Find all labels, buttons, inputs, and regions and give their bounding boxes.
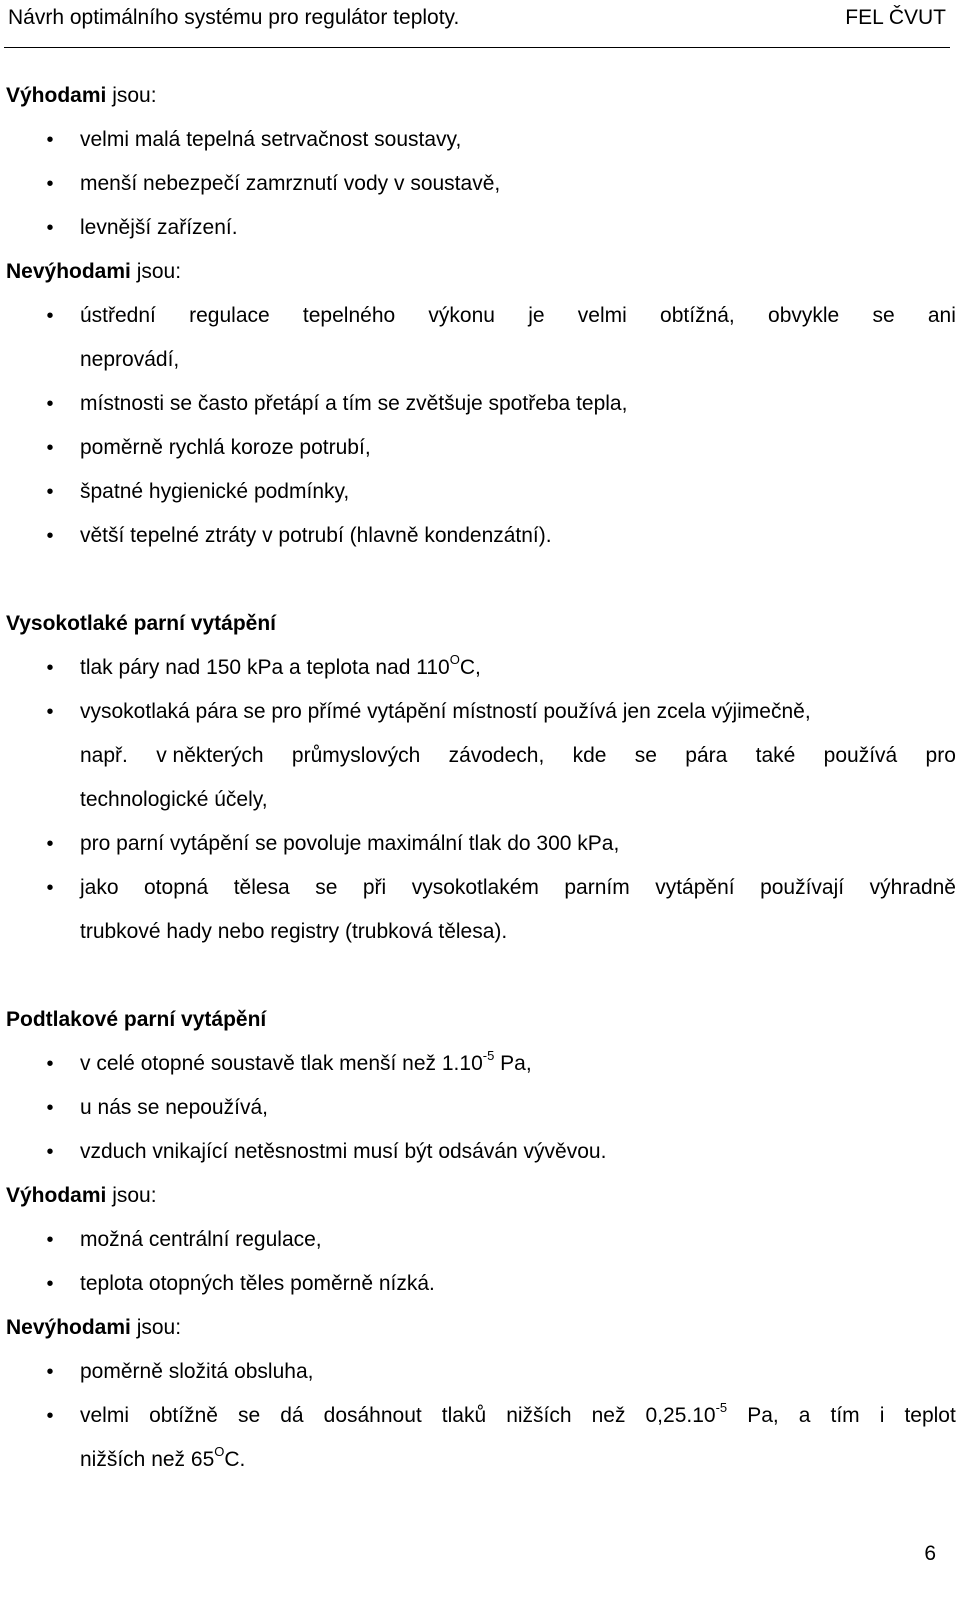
list-item <box>6 1394 956 1438</box>
bullet-icon: • <box>46 305 54 327</box>
advantages-label: Výhodami <box>6 1184 107 1207</box>
list-item: • vzduch vnikající netěsnostmi musí být odsáván vývěvou. <box>6 1130 956 1174</box>
disadvantages-intro: Nevýhodami jsou: <box>6 260 182 283</box>
bullet-icon: • <box>46 1361 54 1383</box>
list-item-continuation <box>6 734 956 778</box>
advantages-intro: Výhodami jsou: <box>6 1184 157 1207</box>
bullet-icon: • <box>46 701 54 723</box>
bullet-icon: • <box>46 217 54 239</box>
spacer <box>6 954 956 998</box>
list-item: • teplota otopných těles poměrně nízká. <box>6 1262 956 1306</box>
page-header <box>8 4 946 32</box>
section-heading-high-pressure: Vysokotlaké parní vytápění <box>6 612 276 635</box>
list-item: • v celé otopné soustavě tlak menší než $1.10^{-5}$ Pa, <box>6 1042 956 1086</box>
list-item: • větší tepelné ztráty v potrubí (hlavně kondenzátní). <box>6 514 956 558</box>
list-item: • místnosti se často přetápí a tím se zvětšuje spotřeba tepla, <box>6 382 956 426</box>
document-body <box>6 74 956 1482</box>
list-item: • vysokotlaká pára se pro přímé vytápění místností používá jen zcela výjimečně, <box>6 690 956 734</box>
bullet-icon: • <box>46 525 54 547</box>
list-item: • menší nebezpečí zamrznutí vody v soustavě, <box>6 162 956 206</box>
bullet-icon: • <box>46 1273 54 1295</box>
list-item: • tlak páry nad 150 kPa a teplota nad $110^OC$, <box>6 646 956 690</box>
list-item: • poměrně rychlá koroze potrubí, <box>6 426 956 470</box>
list-item-continuation: technologické účely, <box>80 788 268 811</box>
spacer <box>6 558 956 602</box>
list-item: • špatné hygienické podmínky, <box>6 470 956 514</box>
justified-line: např. v některých průmyslových závodech, kde se pára také používá pro <box>80 744 956 767</box>
list-item: • pro parní vytápění se povoluje maximální tlak do 300 kPa, <box>6 822 956 866</box>
bullet-icon: • <box>46 1229 54 1251</box>
bullet-icon: • <box>46 1405 54 1427</box>
justified-line: velmi obtížně se dá dosáhnout tlaků nižších než $0,25.10^{-5}$ Pa, a tím i teplot <box>80 1400 956 1427</box>
bullet-icon: • <box>46 129 54 151</box>
bullet-icon: • <box>46 833 54 855</box>
list-item <box>6 294 956 338</box>
list-item-continuation: nižších než $65^OC$. <box>80 1444 246 1471</box>
list-item-continuation: trubkové hady nebo registry (trubková tělesa). <box>80 920 508 943</box>
list-item-continuation: neprovádí, <box>80 348 180 371</box>
header-divider <box>4 47 950 48</box>
bullet-icon: • <box>46 1053 54 1075</box>
list-item: • levnější zařízení. <box>6 206 956 250</box>
section-heading-vacuum: Podtlakové parní vytápění <box>6 1008 267 1031</box>
bullet-icon: • <box>46 657 54 679</box>
bullet-icon: • <box>46 481 54 503</box>
bullet-icon: • <box>46 1097 54 1119</box>
list-item: • možná centrální regulace, <box>6 1218 956 1262</box>
list-item: • poměrně složitá obsluha, <box>6 1350 956 1394</box>
disadvantages-intro: Nevýhodami jsou: <box>6 1316 182 1339</box>
bullet-icon: • <box>46 1141 54 1163</box>
list-item: • velmi malá tepelná setrvačnost soustavy, <box>6 118 956 162</box>
disadvantages-label: Nevýhodami <box>6 1316 131 1339</box>
bullet-icon: • <box>46 877 54 899</box>
page-number: 6 <box>924 1542 936 1565</box>
bullet-icon: • <box>46 393 54 415</box>
list-item: • u nás se nepoužívá, <box>6 1086 956 1130</box>
justified-line: jako otopná tělesa se při vysokotlakém parním vytápění používají výhradně <box>80 876 956 899</box>
advantages-label: Výhodami <box>6 84 107 107</box>
list-item <box>6 866 956 910</box>
advantages-intro: Výhodami jsou: <box>6 84 157 107</box>
institution-name: FEL ČVUT <box>845 6 946 29</box>
disadvantages-label: Nevýhodami <box>6 260 131 283</box>
bullet-icon: • <box>46 437 54 459</box>
document-title: Návrh optimálního systému pro regulátor teploty. <box>8 6 460 29</box>
justified-line: ústřední regulace tepelného výkonu je velmi obtížná, obvykle se ani <box>80 304 956 327</box>
bullet-icon: • <box>46 173 54 195</box>
